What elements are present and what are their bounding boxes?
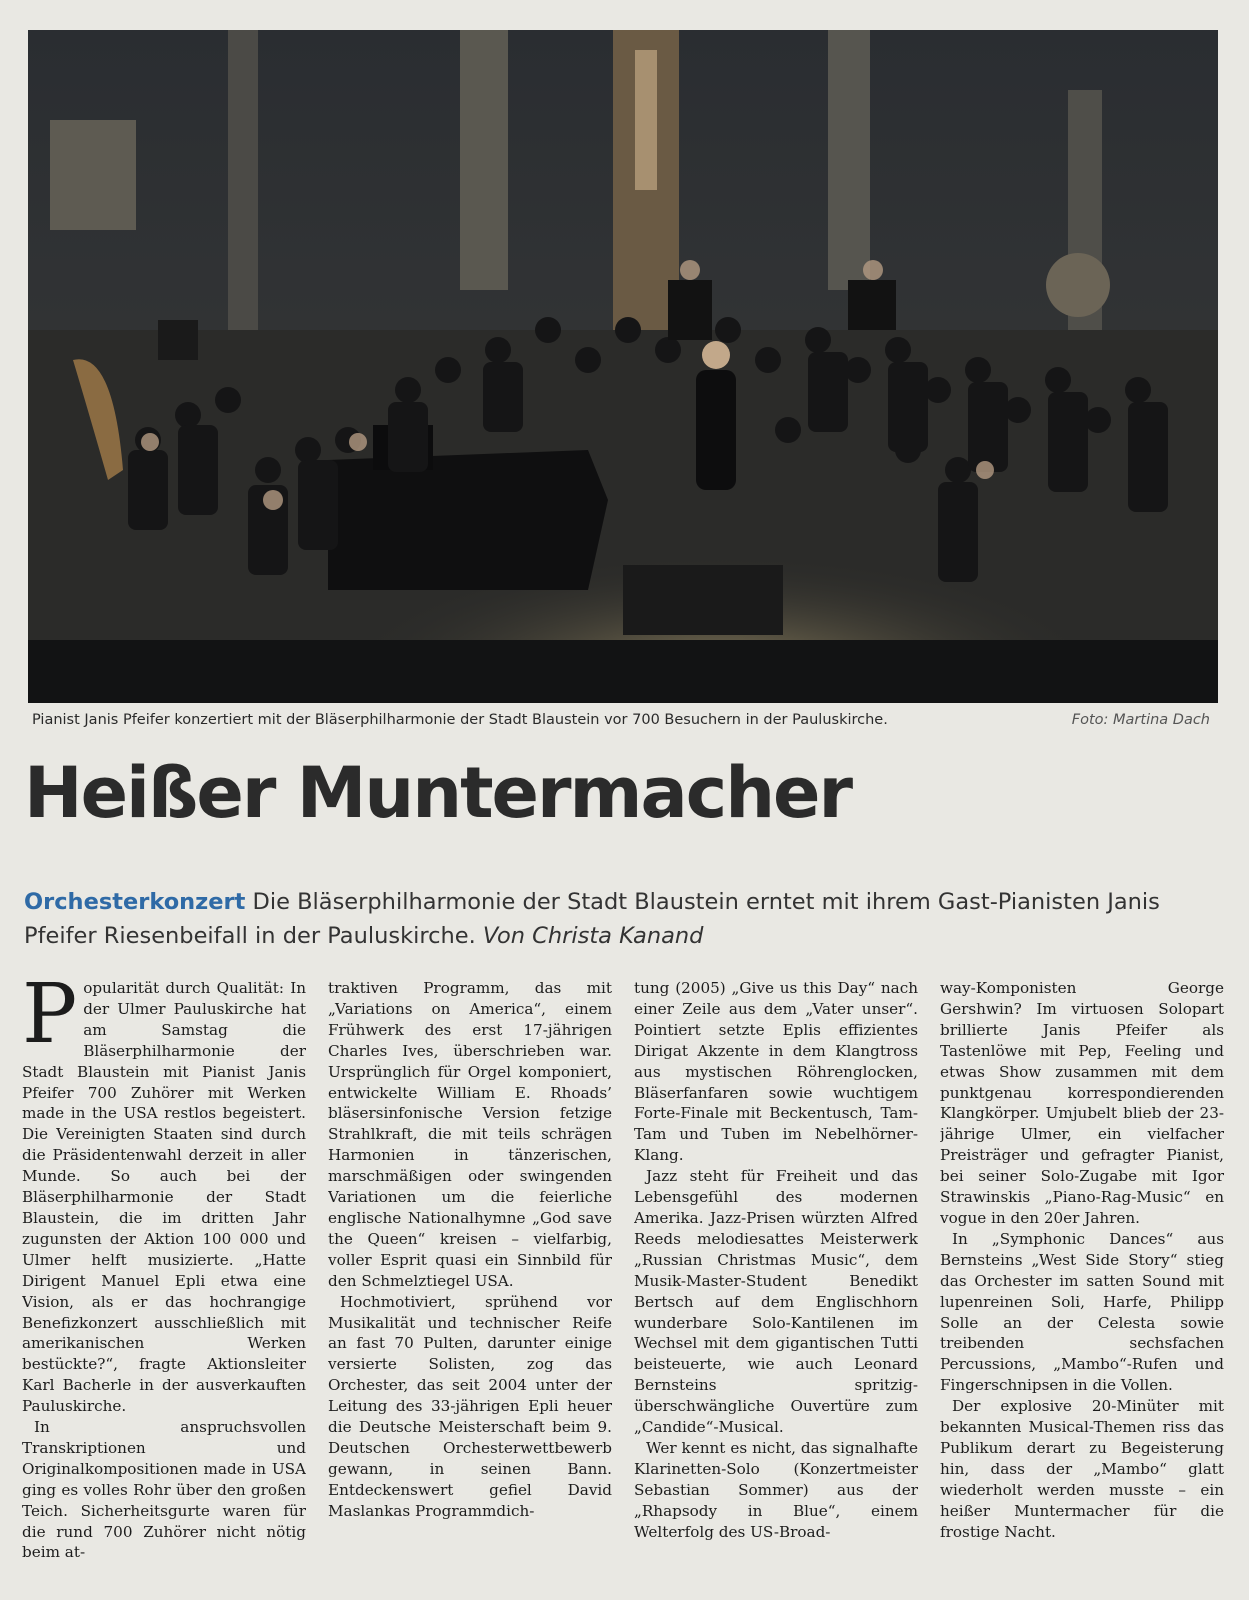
article-paragraph: Der explosive 20-Minüter mit bekannten Musical-Themen riss das Publikum derart zu Begeisterung hin, dass der „Mambo“ glatt wiederholt werden musste – ein heißer Muntermacher für die frostige Nacht. [940, 1397, 1224, 1541]
article-paragraph: In „Symphonic Dances“ aus Bernsteins „West Side Story“ stieg das Orchester im satten Sound mit lupenreinen Soli, Harfe, Philipp Solle an der Celesta sowie treibenden sechsfachen Percussions, „Mambo“-Rufen und Fingerschnipsen in die Vollen. [940, 1229, 1224, 1395]
concert-photo [28, 30, 1218, 703]
teaser-text: Die Bläserphilharmonie der Stadt Blaustein erntet mit ihrem Gast-Pianisten Janis Pfeifer Riesenbeifall in der Pauluskirche. [24, 889, 1160, 949]
headline: Heißer Muntermacher [24, 752, 852, 834]
teaser [24, 885, 1224, 953]
drop-cap: P [22, 978, 78, 1062]
article-paragraph: Hochmotiviert, sprühend vor Musikalität und technischer Reife an fast 70 Pulten, darunter einige versierte Solisten, zog das Orchester, das seit 2004 unter der Leitung des 33-jährigen Epli heuer die Deutsche Meisterschaft beim 9. Deutschen Orchesterwettbewerb gewann, in seinen Bann. Entdeckenswert gefiel David Maslankas Programmdich- [328, 1292, 612, 1520]
article-column-3 [634, 978, 918, 1592]
caption-text: Pianist Janis Pfeifer konzertiert mit der Bläserphilharmonie der Stadt Blaustein vor 700 Besuchern in der Pauluskirche. [32, 712, 888, 728]
article-body [22, 978, 1224, 1592]
article-paragraph [22, 978, 306, 1417]
byline: Von Christa Kanand [482, 923, 704, 949]
article-paragraph: way-Komponisten George Gershwin? Im virtuosen Solopart brillierte Janis Pfeifer als Tastenlöwe mit Pep, Feeling und etwas Show zusammen mit dem punktgenau korrespondierenden Klangkörper. Umjubelt blieb der 23-jährige Ulmer, ein vielfacher Preisträger und gefragter Pianist, bei seiner Solo-Zugabe mit Igor Strawinskis „Piano-Rag-Music“ en vogue in den 20er Jahren. [940, 979, 1224, 1227]
paragraph-text: opularität durch Qualität: In der Ulmer Pauluskirche hat am Samstag die Bläserphilharmonie der Stadt Blaustein mit Pianist Janis Pfeifer 700 Zuhörer mit Werken made in the USA restlos begeistert. Die Vereinigten Staaten sind durch die Präsidentenwahl derzeit in aller Munde. So auch bei der Bläserphilharmonie der Stadt Blaustein, die im dritten Jahr zugunsten der Aktion 100 000 und Ulmer helft musizierte. „Hatte Dirigent Manuel Epli etwa eine Vision, als er das hochrangige Benefizkonzert ausschließlich mit amerikanischen Werken bestückte?“, fragte Aktionsleiter Karl Bacherle in der ausverkauften Pauluskirche. [22, 979, 306, 1416]
teaser-kicker: Orchesterkonzert [24, 889, 246, 915]
article-paragraph: Wer kennt es nicht, das signalhafte Klarinetten-Solo (Konzertmeister Sebastian Sommer) aus der „Rhapsody in Blue“, einem Welterfolg des US-Broad- [634, 1438, 918, 1541]
photo-credit: Foto: Martina Dach [1071, 712, 1210, 728]
article-paragraph: tung (2005) „Give us this Day“ nach einer Zeile aus dem „Vater unser“. Pointiert setzte Eplis effizientes Dirigat Akzente in dem Klangtross aus mystischen Röhrenglocken, Bläserfanfaren sowie wuchtigem Forte-Finale mit Beckentusch, Tam-Tam und Tuben im Nebelhörner-Klang. [634, 979, 918, 1165]
concert-photo-illustration [28, 30, 1218, 703]
photo-caption [28, 710, 1218, 734]
article-column-1 [22, 978, 306, 1592]
article-paragraph: Jazz steht für Freiheit und das Lebensgefühl des modernen Amerika. Jazz-Prisen würzten Alfred Reeds melodiesattes Meisterwerk „Russian Christmas Music“, dem Musik-Master-Student Benedikt Bertsch auf dem Englischhorn wunderbare Solo-Kantilenen im Wechsel mit dem gigantischen Tutti beisteuerte, wie auch Leonard Bernsteins spritzig-überschwängliche Ouvertüre zum „Candide“-Musical. [634, 1167, 918, 1437]
article-paragraph: traktiven Programm, das mit „Variations on America“, einem Frühwerk des erst 17-jährigen Charles Ives, überschrieben war. Ursprünglich für Orgel komponiert, entwickelte William E. Rhoads’ bläsersinfonische Version fetzige Strahlkraft, die mit teils schrägen Harmonien in tänzerischen, marschmäßigen oder swingenden Variationen um die feierliche englische Nationalhymne „God save the Queen“ kreisen – vielfarbig, voller Esprit quasi ein Sinnbild für den Schmelztiegel USA. [328, 979, 612, 1290]
article-column-4 [940, 978, 1224, 1592]
article-paragraph: In anspruchsvollen Transkriptionen und Originalkompositionen made in USA ging es volles Rohr über den großen Teich. Sicherheitsgurte waren für die rund 700 Zuhörer nicht nötig beim at- [22, 1418, 306, 1562]
article-column-2 [328, 978, 612, 1592]
